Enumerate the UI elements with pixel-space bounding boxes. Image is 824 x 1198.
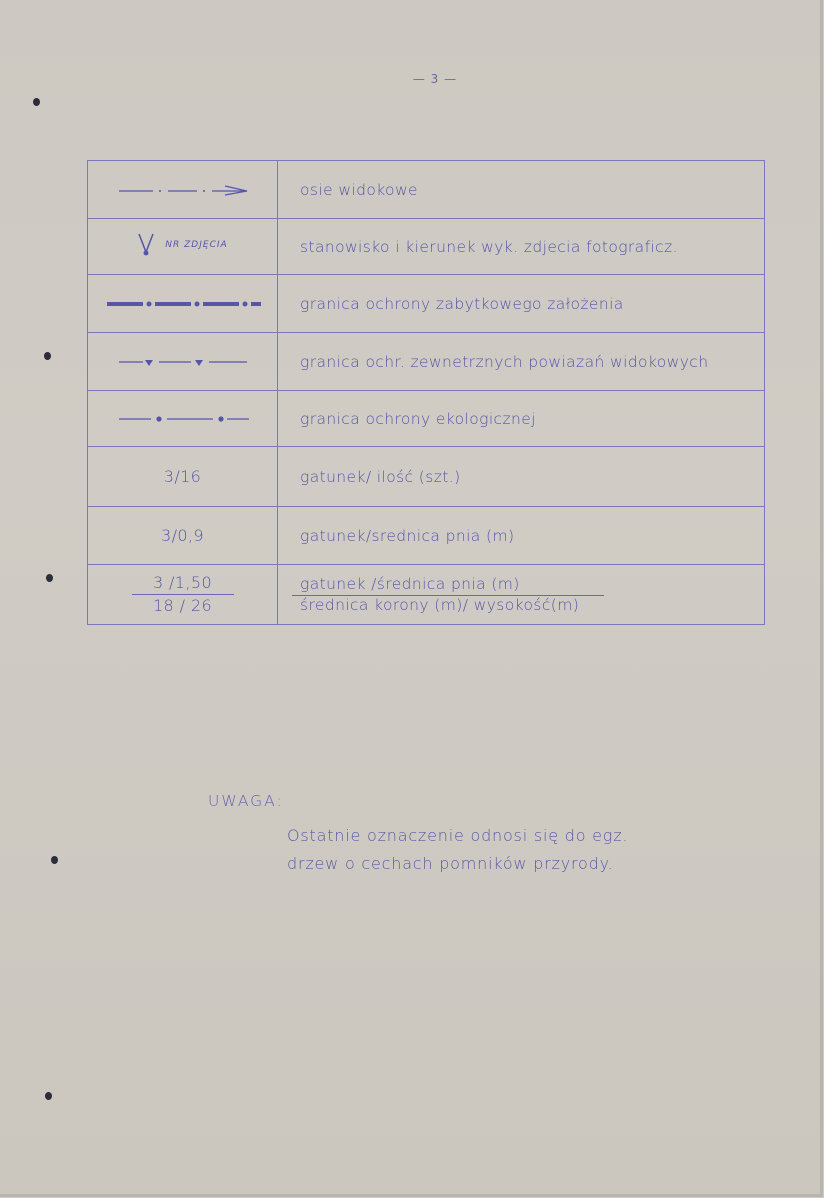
legend-row — [88, 391, 765, 447]
fraction-top: 3 /1,50 — [152, 573, 213, 592]
legend-row — [88, 333, 765, 391]
legend-row — [88, 447, 765, 507]
legend-description: stanowisko i kierunek wyk. zdjecia fotograficz. — [278, 219, 765, 275]
legend-symbol-cell — [88, 447, 278, 507]
dot-marker-line-icon — [113, 412, 253, 426]
legend-table — [87, 160, 765, 625]
note-body — [287, 822, 628, 878]
legend-symbol-cell — [88, 219, 278, 275]
legend-row — [88, 275, 765, 333]
fraction-bottom: 18 / 26 — [152, 596, 213, 615]
legend-description: granica ochr. zewnetrznych powiazań widokowych — [278, 333, 765, 391]
view-axis-arrow-icon — [113, 182, 253, 198]
punch-hole — [51, 856, 58, 864]
legend-description — [278, 565, 765, 625]
note-line: Ostatnie oznaczenie odnosi się do egz. — [287, 826, 629, 845]
legend-symbol-cell — [88, 391, 278, 447]
legend-description: gatunek/srednica pnia (m) — [278, 507, 765, 565]
punch-hole — [46, 574, 53, 582]
legend-row — [88, 219, 765, 275]
heavy-dash-dot-line-icon — [103, 298, 263, 310]
species-count-symbol: 3/16 — [163, 467, 202, 486]
legend-row — [88, 507, 765, 565]
triangle-marker-line-icon — [113, 355, 253, 369]
legend-symbol-cell — [88, 565, 278, 625]
photo-number-label: NR ZDJĘCIA — [165, 239, 228, 250]
photo-station-icon — [137, 232, 155, 258]
monument-tree-fraction — [128, 572, 238, 617]
legend-symbol-cell — [88, 333, 278, 391]
legend-symbol-cell — [88, 275, 278, 333]
note-line: drzew o cechach pomników przyrody. — [287, 854, 614, 873]
punch-hole — [45, 1092, 52, 1100]
legend-symbol-cell — [88, 161, 278, 219]
punch-hole — [33, 98, 40, 106]
legend-symbol-cell — [88, 507, 278, 565]
species-diameter-symbol: 3/0,9 — [160, 526, 204, 545]
legend-row-monument-tree — [88, 565, 765, 625]
note-heading: UWAGA: — [208, 792, 284, 810]
legend-row — [88, 161, 765, 219]
legend-description: gatunek/ ilość (szt.) — [278, 447, 765, 507]
page-number: — 3 — — [412, 72, 458, 86]
legend-description: osie widokowe — [278, 161, 765, 219]
legend-description: granica ochrony zabytkowego założenia — [278, 275, 765, 333]
punch-hole — [44, 352, 51, 360]
description-top: gatunek /średnica pnia (m) — [300, 575, 520, 593]
description-bottom: średnica korony (m)/ wysokość(m) — [300, 596, 580, 614]
legend-description: granica ochrony ekologicznej — [278, 391, 765, 447]
